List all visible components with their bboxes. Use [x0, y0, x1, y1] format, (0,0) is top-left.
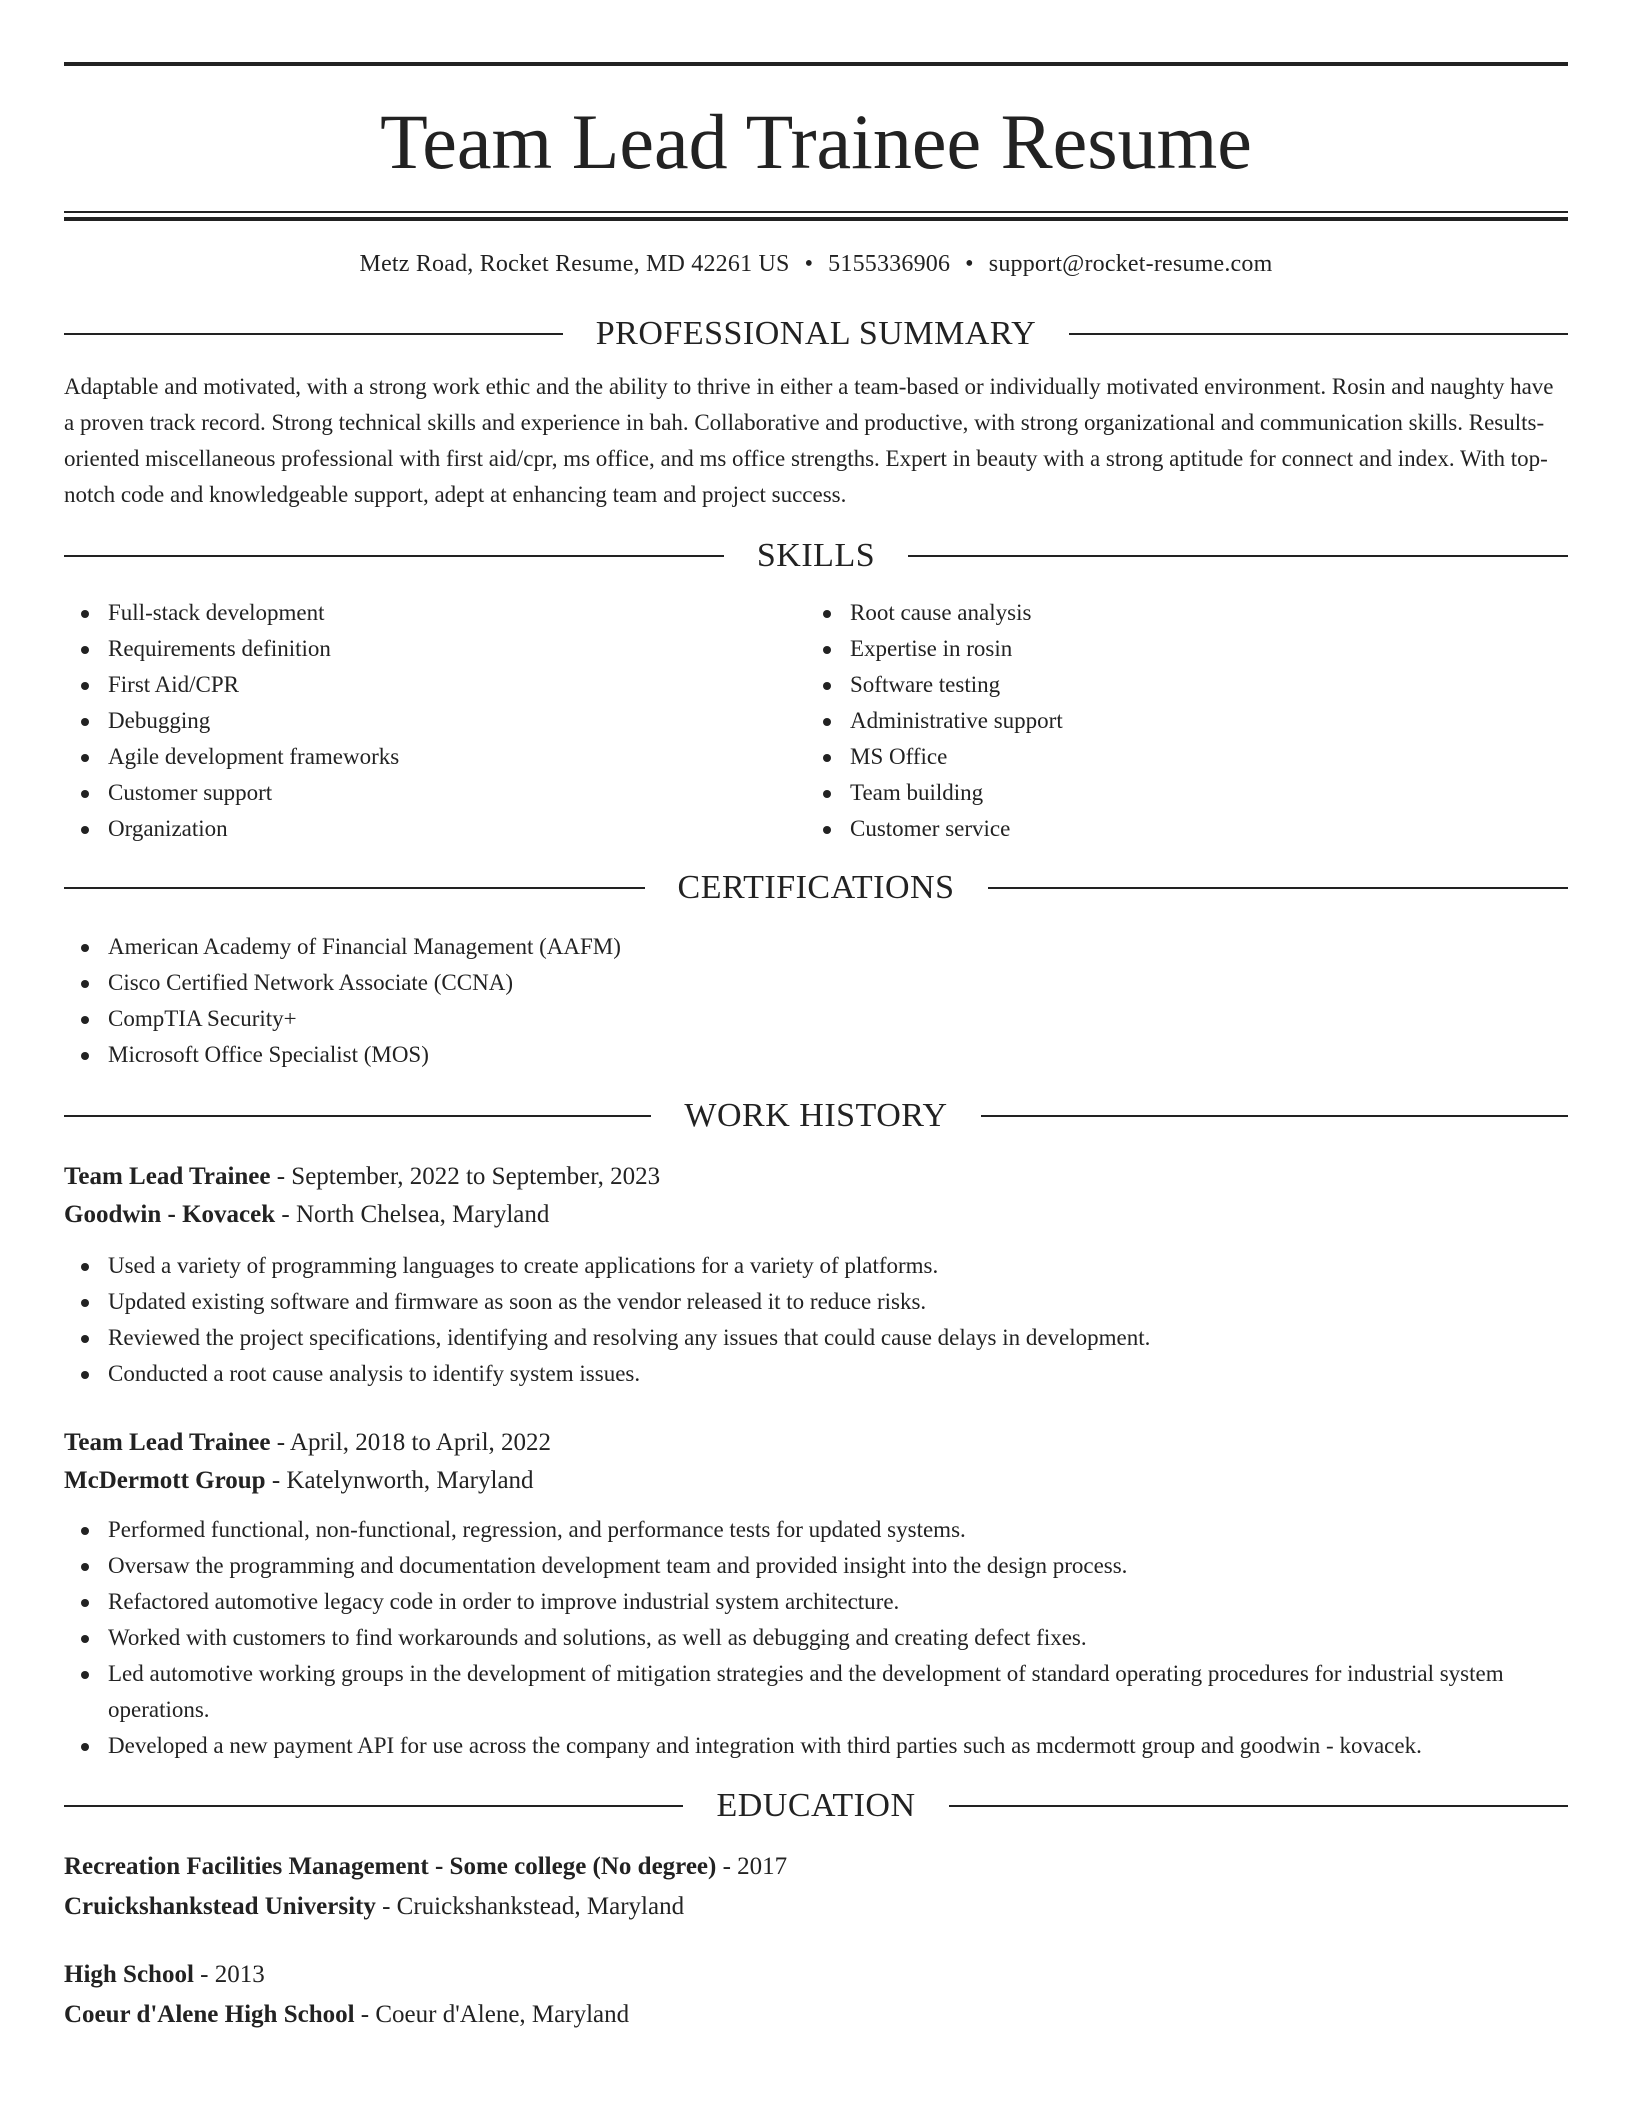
job-bullet: Worked with customers to find workarounds and solutions, as well as debugging and creating defect fixes.: [64, 1620, 1568, 1656]
job-dates: - April, 2018 to April, 2022: [270, 1429, 552, 1456]
certification-item: American Academy of Financial Management (AAFM): [64, 929, 1568, 965]
skills-list-left: [64, 595, 806, 847]
certifications-heading: [64, 868, 1568, 908]
skills-list-right: [806, 595, 1548, 847]
job-location: - North Chelsea, Maryland: [275, 1201, 550, 1228]
education-degree: High School: [64, 1961, 194, 1988]
job-role: Team Lead Trainee: [64, 1163, 271, 1190]
skill-item: Organization: [64, 811, 806, 847]
job-bullets: [64, 1512, 1568, 1764]
job-bullets: [64, 1248, 1568, 1392]
bullet-dot: [81, 1635, 89, 1643]
heading-rule-left: [64, 333, 563, 335]
heading-rule-right: [988, 887, 1569, 889]
job-bullet: Reviewed the project specifications, identifying and resolving any issues that could cause delays in development.: [64, 1320, 1568, 1356]
bullet-dot: [81, 1527, 89, 1535]
job-bullet: Conducted a root cause analysis to identify system issues.: [64, 1356, 1568, 1392]
education-location: - Cruickshankstead, Maryland: [375, 1893, 685, 1920]
bullet-dot: [81, 1263, 89, 1271]
skill-item: Debugging: [64, 703, 806, 739]
bullet-dot: [81, 826, 89, 834]
heading-rule-right: [1069, 333, 1568, 335]
resume-title: Team Lead Trainee Resume: [380, 98, 1252, 185]
skill-item: Customer service: [806, 811, 1548, 847]
bullet-dot: [81, 790, 89, 798]
heading-rule-left: [64, 1115, 651, 1117]
education-year: - 2013: [193, 1961, 265, 1988]
skill-item: Administrative support: [806, 703, 1548, 739]
skills-heading: [64, 536, 1568, 576]
heading-rule-right: [949, 1805, 1568, 1807]
job-title-line: [64, 1424, 1568, 1462]
education-heading: [64, 1786, 1568, 1826]
job-company-line: [64, 1196, 1568, 1234]
summary-heading-label: PROFESSIONAL SUMMARY: [595, 315, 1037, 352]
job-bullet: Used a variety of programming languages to create applications for a variety of platforms.: [64, 1248, 1568, 1284]
contact-email[interactable]: support@rocket-resume.com: [988, 251, 1273, 277]
bullet-dot: [81, 1371, 89, 1379]
bullet-dot: [81, 1599, 89, 1607]
job-bullet: Developed a new payment API for use across the company and integration with third parties such as mcdermott group and goodwin - kovacek.: [64, 1728, 1568, 1764]
job-company-line: [64, 1462, 1568, 1500]
skill-item: Full-stack development: [64, 595, 806, 631]
bullet-dot: [823, 790, 831, 798]
education-school-line: [64, 1888, 1568, 1926]
bullet-dot: [81, 718, 89, 726]
summary-heading: [64, 314, 1568, 354]
bullet-dot: [81, 1671, 89, 1679]
job-location: - Katelynworth, Maryland: [265, 1467, 534, 1494]
skill-item: Customer support: [64, 775, 806, 811]
bullet-dot: [81, 682, 89, 690]
summary-text: Adaptable and motivated, with a strong work ethic and the ability to thrive in either a team-based or individually motivated environment. Rosin and naughty have a proven track record. Strong technical skills and experience in bah. Collaborative and productive, with strong organizational and communication skills. Results-oriented miscellaneous professional with first aid/cpr, ms office, and ms office strengths. Expert in beauty with a strong aptitude for connect and index. With top-notch code and knowledgeable support, adept at enhancing team and project success.: [64, 374, 1554, 507]
bullet-dot: [81, 980, 89, 988]
bullet-dot: [81, 1016, 89, 1024]
bullet-dot: [81, 610, 89, 618]
job-entry: [64, 1424, 1568, 1764]
job-bullet: Updated existing software and firmware as soon as the vendor released it to reduce risks.: [64, 1284, 1568, 1320]
bullet-dot: [81, 944, 89, 952]
bullet-dot: [81, 1052, 89, 1060]
bullet-dot: [823, 754, 831, 762]
education-school: Coeur d'Alene High School: [64, 2001, 355, 2028]
job-dates: - September, 2022 to September, 2023: [270, 1163, 661, 1190]
work-history-heading-label: WORK HISTORY: [684, 1097, 948, 1134]
certification-item: Microsoft Office Specialist (MOS): [64, 1037, 1568, 1073]
certification-item: CompTIA Security+: [64, 1001, 1568, 1037]
skill-item: Root cause analysis: [806, 595, 1548, 631]
education-entry: [64, 1956, 1568, 2034]
bullet-dot: [81, 1299, 89, 1307]
skill-item: Expertise in rosin: [806, 631, 1548, 667]
bullet-dot: [823, 826, 831, 834]
heading-rule-left: [64, 887, 645, 889]
education-year: - 2017: [716, 1853, 788, 1880]
title-double-rule: [64, 211, 1568, 221]
contact-phone[interactable]: 5155336906: [828, 251, 951, 277]
certification-item: Cisco Certified Network Associate (CCNA): [64, 965, 1568, 1001]
resume-page: [64, 0, 1568, 2034]
job-company: Goodwin - Kovacek: [64, 1201, 276, 1228]
education-location: - Coeur d'Alene, Maryland: [354, 2001, 630, 2028]
bullet-dot: [81, 754, 89, 762]
education-degree-line: [64, 1848, 1568, 1886]
education-heading-label: EDUCATION: [716, 1787, 916, 1824]
education-school-line: [64, 1996, 1568, 2034]
bullet-dot: [81, 1743, 89, 1751]
job-bullet: Refactored automotive legacy code in order to improve industrial system architecture.: [64, 1584, 1568, 1620]
skill-item: Requirements definition: [64, 631, 806, 667]
education-degree: Recreation Facilities Management - Some college (No degree): [64, 1853, 717, 1880]
bullet-dot: [823, 646, 831, 654]
contact-separator: •: [804, 251, 814, 277]
bullet-dot: [823, 718, 831, 726]
job-bullet: Performed functional, non-functional, regression, and performance tests for updated systems.: [64, 1512, 1568, 1548]
heading-rule-right: [908, 555, 1568, 557]
heading-rule-right: [981, 1115, 1568, 1117]
contact-line: [64, 250, 1568, 278]
skills-heading-label: SKILLS: [756, 537, 876, 574]
heading-rule-left: [64, 1805, 683, 1807]
bullet-dot: [81, 646, 89, 654]
skill-item: Team building: [806, 775, 1548, 811]
job-entry: [64, 1158, 1568, 1392]
contact-address: Metz Road, Rocket Resume, MD 42261 US: [359, 251, 790, 277]
skill-item: Software testing: [806, 667, 1548, 703]
education-entry: [64, 1848, 1568, 1926]
heading-rule-left: [64, 555, 724, 557]
certifications-heading-label: CERTIFICATIONS: [677, 869, 955, 906]
top-rule: [64, 62, 1568, 66]
job-bullet: Oversaw the programming and documentation development team and provided insight into the design process.: [64, 1548, 1568, 1584]
job-bullet: Led automotive working groups in the development of mitigation strategies and the development of standard operating procedures for industrial system operations.: [64, 1656, 1568, 1728]
education-school: Cruickshankstead University: [64, 1893, 376, 1920]
job-role: Team Lead Trainee: [64, 1429, 271, 1456]
certifications-list: [64, 929, 1568, 1073]
education-degree-line: [64, 1956, 1568, 1994]
bullet-dot: [823, 610, 831, 618]
job-title-line: [64, 1158, 1568, 1196]
work-history-heading: [64, 1096, 1568, 1136]
skill-item: First Aid/CPR: [64, 667, 806, 703]
contact-separator: •: [965, 251, 974, 277]
bullet-dot: [81, 1563, 89, 1571]
bullet-dot: [81, 1335, 89, 1343]
skill-item: Agile development frameworks: [64, 739, 806, 775]
bullet-dot: [823, 682, 831, 690]
skills-columns: [64, 595, 1568, 847]
skill-item: MS Office: [806, 739, 1548, 775]
job-company: McDermott Group: [64, 1467, 266, 1494]
